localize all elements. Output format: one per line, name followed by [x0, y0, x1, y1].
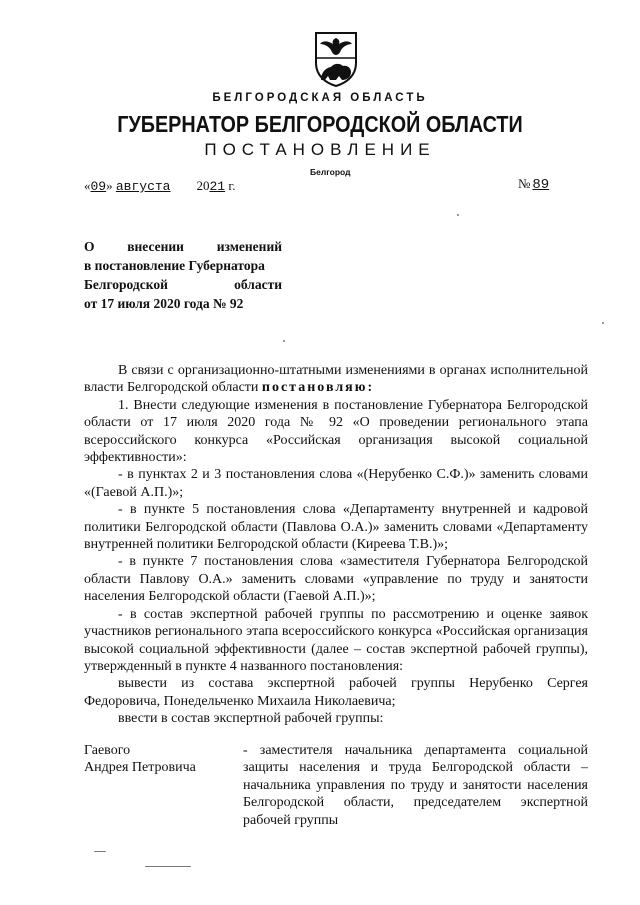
- document-body: [84, 362, 588, 728]
- date-day: 09: [90, 179, 107, 194]
- document-subject: О внесении изменений в постановление Губернатора Белгородской области от 17 июля 2020 года № 92: [84, 239, 282, 311]
- scan-speck: [94, 851, 106, 852]
- document-date: «09» августа 2021 г.: [84, 178, 236, 194]
- date-month: августа: [115, 179, 171, 194]
- remove-members: вывести из состава экспертной рабочей группы Нерубенко Сергея Федоровича, Понедельченко Михаила Николаевича;: [84, 676, 588, 709]
- coat-of-arms-icon: [312, 30, 360, 88]
- scan-speck: [145, 866, 191, 867]
- member-name: [84, 742, 196, 777]
- member-surname: Гаевого: [84, 743, 131, 758]
- document-number: № 89: [518, 176, 555, 193]
- item-1: 1. Внести следующие изменения в постановление Губернатора Белгородской области от 17 июля 2020 года № 92 «О проведении регионального этапа всероссийского конкурса «Российская организация высокой социальной эффективности»:: [84, 397, 588, 466]
- scan-speck: [283, 340, 285, 342]
- add-members: ввести в состав экспертной рабочей группы:: [118, 711, 384, 727]
- member-given-names: Андрея Петровича: [84, 760, 196, 776]
- issuer-heading: ГУБЕРНАТОР БЕЛГОРОДСКОЙ ОБЛАСТИ: [117, 111, 523, 137]
- member-role: - заместителя начальника департамента социальной защиты населения и труда Белгородской области – начальника управления по труду и занятости населения Белгородской области, председателем экспертной рабочей группы: [243, 743, 588, 828]
- bullet-3: - в пункте 7 постановления слова «заместителя Губернатора Белгородской области Павлову О.А.» заменить словами «управление по труду и занятости населения Белгородской области (Гаевой А.П.)»;: [84, 554, 588, 605]
- bullet-2: - в пункте 5 постановления слова «Департаменту внутренней и кадровой политики Белгородской области (Павлова О.А.)» заменить словами «Департаменту внутренней политики Белгородской области (Киреева Т.В.)»;: [84, 502, 588, 553]
- intro-paragraph: В связи с организационно-штатными изменениями в органах исполнительной власти Белгородской области постановляю:: [84, 363, 588, 396]
- document-number-value: 89: [532, 177, 550, 193]
- region-heading: БЕЛГОРОДСКАЯ ОБЛАСТЬ: [212, 92, 428, 104]
- city-label: Белгород: [310, 167, 351, 177]
- bullet-4: - в состав экспертной рабочей группы по рассмотрению и оценке заявок участников регионального этапа всероссийского конкурса «Российская организация высокой социальной эффективности (далее – состав экспертной рабочей группы), утвержденный в пункте 4 названного постановления:: [84, 606, 588, 674]
- bullet-1: - в пунктах 2 и 3 постановления слова «(Нерубенко С.Ф.)» заменить словами «(Гаевой А.П.)»;: [84, 467, 588, 500]
- scan-speck: [457, 214, 459, 216]
- resolve-word: постановляю:: [261, 380, 375, 396]
- date-year: 21: [209, 179, 226, 194]
- document-type-heading: ПОСТАНОВЛЕНИЕ: [204, 140, 436, 159]
- scan-speck: [602, 322, 604, 324]
